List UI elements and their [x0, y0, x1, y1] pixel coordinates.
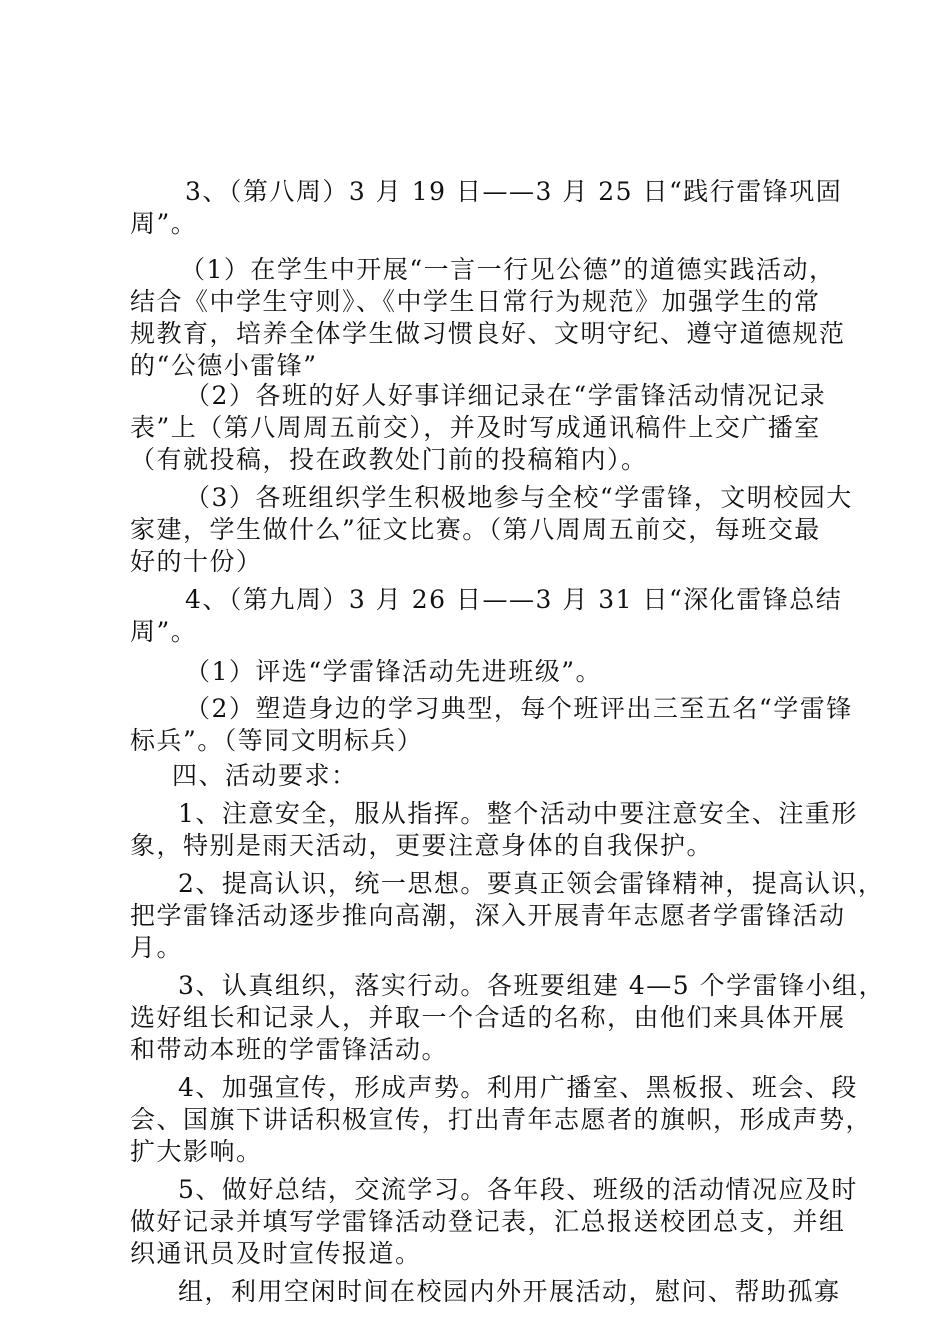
text-line: 组，利用空闲时间在校园内外开展活动，慰问、帮助孤寡 — [178, 1277, 841, 1306]
text-line: 做好记录并填写学雷锋活动登记表，汇总报送校团总支，并组 — [130, 1207, 846, 1236]
text-line: （2）各班的好人好事详细记录在“学雷锋活动情况记录 — [185, 381, 827, 410]
text-line: 结合《中学生守则》、《中学生日常行为规范》加强学生的常 — [130, 287, 821, 316]
text-line: 4、加强宣传，形成声势。利用广播室、黑板报、班会、段 — [178, 1073, 858, 1102]
text-line: 标兵”。（等同文明标兵） — [130, 726, 424, 755]
text-line: 的“公德小雷锋” — [130, 351, 318, 380]
text-line: 四、活动要求： — [172, 761, 358, 790]
text-line: 2、提高认识，统一思想。要真正领会雷锋精神，提高认识， — [178, 869, 885, 898]
text-line: 会、国旗下讲话积极宣传，打出青年志愿者的旗帜，形成声势， — [130, 1105, 873, 1134]
text-line: （2）塑造身边的学习典型，每个班评出三至五名“学雷锋 — [185, 694, 853, 723]
text-line: 5、做好总结，交流学习。各年段、班级的活动情况应及时 — [178, 1175, 858, 1204]
text-line: 3、（第八周）3 月 19 日——3 月 25 日“践行雷锋巩固 — [185, 177, 843, 206]
text-line: 1、注意安全，服从指挥。整个活动中要注意安全、注重形 — [178, 799, 858, 828]
text-line: 规教育，培养全体学生做习惯良好、文明守纪、遵守道德规范 — [130, 319, 846, 348]
text-line: （有就投稿，投在政教处门前的投稿箱内）。 — [130, 445, 648, 474]
text-line: 表”上（第八周周五前交），并及时写成通讯稿件上交广播室 — [130, 413, 821, 442]
text-line: 周”。 — [130, 617, 198, 646]
text-line: 象，特别是雨天活动，更要注意身体的自我保护。 — [130, 831, 714, 860]
text-line: 3、认真组织，落实行动。各班要组建 4—5 个学雷锋小组， — [178, 971, 886, 1000]
text-line: 选好组长和记录人，并取一个合适的名称，由他们来具体开展 — [130, 1003, 846, 1032]
text-line: （1）在学生中开展“一言一行见公德”的道德实践活动， — [180, 255, 836, 284]
text-line: 好的十份） — [130, 547, 263, 576]
text-line: 织通讯员及时宣传报道。 — [130, 1239, 422, 1268]
text-line: 把学雷锋活动逐步推向高潮，深入开展青年志愿者学雷锋活动 — [130, 901, 846, 930]
text-line: 月。 — [130, 933, 184, 962]
text-line: 家建，学生做什么”征文比赛。（第八周周五前交，每班交最 — [130, 515, 821, 544]
text-line: （1）评选“学雷锋活动先进班级”。 — [185, 657, 602, 686]
text-line: （3）各班组织学生积极地参与全校“学雷锋，文明校园大 — [185, 483, 853, 512]
text-line: 和带动本班的学雷锋活动。 — [130, 1035, 449, 1064]
text-line: 4、（第九周）3 月 26 日——3 月 31 日“深化雷锋总结 — [185, 585, 843, 614]
text-line: 周”。 — [130, 209, 198, 238]
text-line: 扩大影响。 — [130, 1137, 263, 1166]
